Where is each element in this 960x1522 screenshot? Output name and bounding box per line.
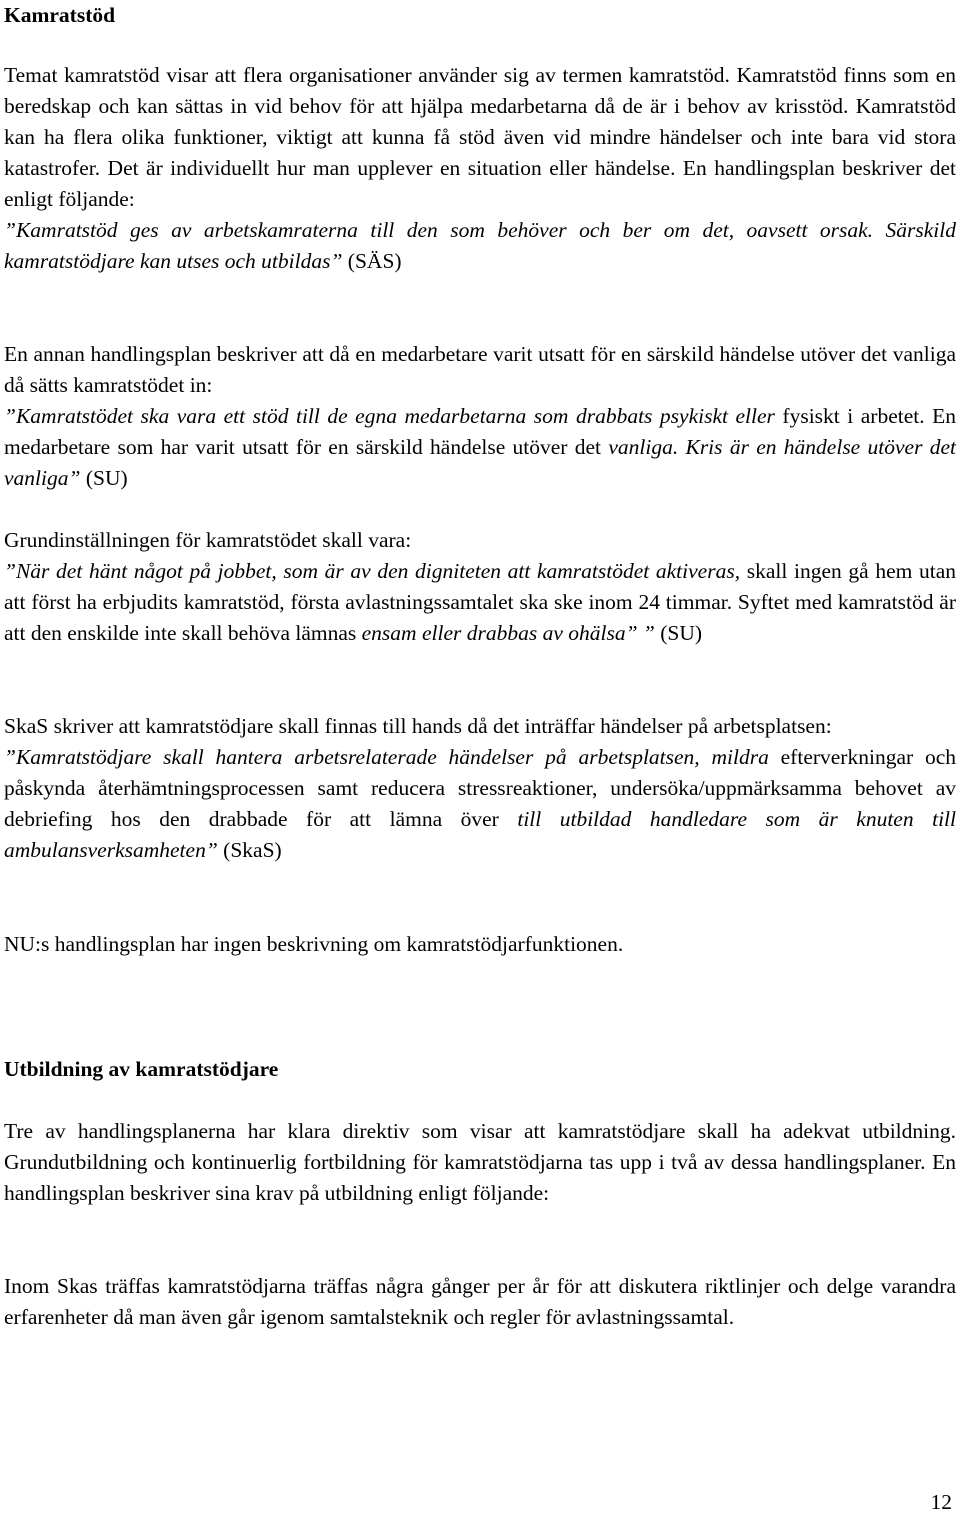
quote-text: ”Kamratstödjare skall hantera arbetsrelaterade händelser på arbetsplatsen, mildra (4, 745, 769, 769)
page-number: 12 (930, 1490, 952, 1514)
quote-source: (SU) (660, 621, 703, 645)
paragraph-kamratstod-intro (4, 60, 956, 277)
paragraph-text: Tre av handlingsplanerna har klara direktiv som visar att kamratstödjare skall ha adekvat utbildning. Grundutbildning och kontinuerlig fortbildning för kamratstödjarna tas upp i två av dessa handlingsplaner. En handlingsplan beskriver sina krav på utbildning enligt följande: (4, 1119, 956, 1205)
paragraph-grundinstallning (4, 525, 956, 649)
paragraph-nu (4, 929, 956, 960)
paragraph-text: En annan handlingsplan beskriver att då en medarbetare varit utsatt för en särskild händelse utöver det vanliga då sätts kamratstödet in: (4, 342, 956, 397)
section-heading-utbildning: Utbildning av kamratstödjare (4, 1057, 279, 1081)
quote-text: ”Kamratstöd ges av arbetskamraterna till den som behöver och ber om det, oavsett orsak. Särskild kamratstödjare kan utses och utbildas” (4, 218, 956, 273)
quote-text: ”Kamratstödet ska vara ett stöd till de egna medarbetarna som drabbats psykiskt eller (4, 404, 775, 428)
quote-text-plain: skall ingen gå hem utan att först ha erbjudits kamratstöd, första avlastningssamtalet ska ske inom 24 timmar. Syftet med kamratstöd är att den enskilde inte skall behöva lämnas (4, 559, 957, 645)
quote-source: (SU) (85, 466, 128, 490)
paragraph-skas (4, 711, 956, 866)
paragraph-text: SkaS skriver att kamratstödjare skall finnas till hands då det inträffar händelser på arbetsplatsen: (4, 714, 832, 738)
quote-source: (SkaS) (223, 838, 282, 862)
quote-text-plain: fysiskt i arbetet. En medarbetare som har varit utsatt för en särskild händelse utöver det (4, 404, 957, 459)
quote-text: ”När det hänt något på jobbet, som är av den digniteten att kamratstödet aktiveras, (4, 559, 741, 583)
quote-text: till utbildad handledare som är knuten till ambulansverksamheten” (4, 807, 956, 862)
paragraph-utbildning-direktiv (4, 1116, 956, 1209)
section-heading-kamratstod: Kamratstöd (4, 3, 116, 27)
quote-text: vanliga. Kris är en händelse utöver det vanliga” (4, 435, 956, 490)
paragraph-handlingsplan-su (4, 339, 956, 494)
paragraph-utbildning-skas (4, 1271, 956, 1333)
paragraph-text: Grundinställningen för kamratstödet skall vara: (4, 528, 412, 552)
paragraph-text: Inom Skas träffas kamratstödjarna träffas några gånger per år för att diskutera riktlinjer och delge varandra erfarenheter då man även går igenom samtalsteknik och regler för avlastningssamtal. (4, 1274, 956, 1329)
paragraph-text: Temat kamratstöd visar att flera organisationer använder sig av termen kamratstöd. Kamratstöd finns som en beredskap och kan sättas in vid behov för att hjälpa medarbetarna då de är i behov av krisstöd. Kamratstöd kan ha flera olika funktioner, viktigt att kunna få stöd även vid mindre händelser och inte bara vid stora katastrofer. Det är individuellt hur man upplever en situation eller händelse. En handlingsplan beskriver det enligt följande: (4, 63, 956, 211)
quote-text: ensam eller drabbas av ohälsa” ” (361, 621, 655, 645)
quote-source: (SÄS) (347, 249, 402, 273)
quote-text-plain: efterverkningar och påskynda återhämtningsprocessen samt reducera stressreaktioner, undersöka/uppmärksamma behovet av debriefing hos den drabbade för att lämna över (4, 745, 956, 831)
paragraph-text: NU:s handlingsplan har ingen beskrivning om kamratstödjarfunktionen. (4, 932, 624, 956)
